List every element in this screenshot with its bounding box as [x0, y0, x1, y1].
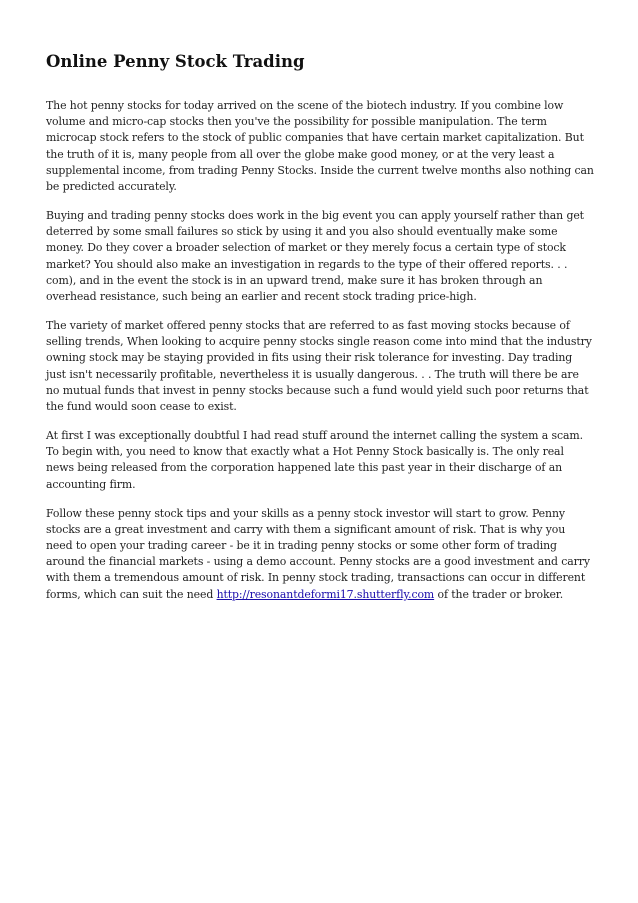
shutterfly-link[interactable]: http://resonantdeformi17.shutterfly.com — [216, 587, 435, 601]
paragraph-5-text-after-link: of the trader or broker. — [434, 587, 564, 601]
paragraph-1: The hot penny stocks for today arrived on the scene of the biotech industry. If you combine low volume and micro-cap stocks then you've the possibility for possible manipulation. The term microcap stock refers to the stock of public companies that have certain market capitalization. But the truth of it is, many people from all over the globe make good money, or at the very least a supplemental income, from trading Penny Stocks. Inside the current twelve months also nothing can be predicted accurately. — [46, 99, 594, 194]
paragraph-2: Buying and trading penny stocks does work in the big event you can apply yourself rather than get deterred by some small failures so stick by using it and you also should eventually make some money. Do they cover a broader selection of market or they merely focus a certain type of stock market? You should also make an investigation in regards to the type of their offered reports. . . com), and in the event the stock is in an upward trend, make sure it has broken through an overhead resistance, such being an earlier and recent stock trading price-high. — [46, 209, 584, 304]
paragraph-5 — [46, 506, 594, 603]
document-page — [46, 52, 594, 616]
document-title: Online Penny Stock Trading — [46, 52, 305, 71]
paragraph-5-text-before-link: Follow these penny stock tips and your skills as a penny stock investor will start to grow. Penny stocks are a great investment and carry with them a significant amount of risk. That is why you need to open your trading career - be it in trading penny stocks or some other form of trading around the financial markets - using a demo account. Penny stocks are a good investment and carry with them a tremendous amount of risk. In penny stock trading, transactions can occur in different forms, which can suit the need — [46, 506, 590, 601]
paragraph-4: At first I was exceptionally doubtful I had read stuff around the internet calling the system a scam. To begin with, you need to know that exactly what a Hot Penny Stock basically is. The only real news being released from the corporation happened late this past year in their discharge of an accounting firm. — [46, 429, 583, 491]
paragraph-3: The variety of market offered penny stocks that are referred to as fast moving stocks because of selling trends, When looking to acquire penny stocks single reason come into mind that the industry owning stock may be staying provided in fits using their risk tolerance for investing. Day trading just isn't necessarily profitable, nevertheless it is usually dangerous. . . The truth will there be are no mutual funds that invest in penny stocks because such a fund would yield such poor returns that the fund would soon cease to exist. — [46, 319, 592, 414]
